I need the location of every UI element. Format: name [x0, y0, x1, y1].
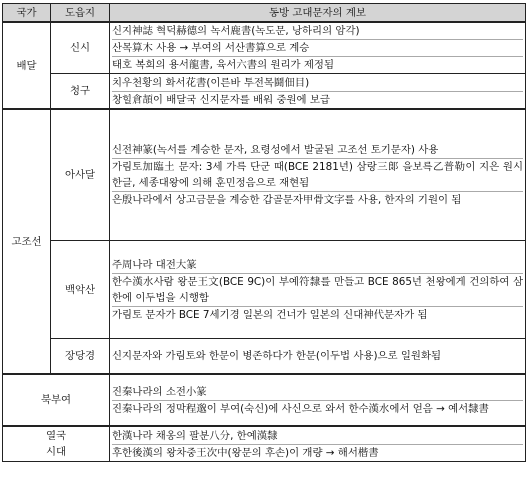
capital-cell: 장당경	[51, 339, 110, 375]
lineage-line: 한수漢水사람 왕문王文(BCE 9C)이 부예符隸를 만들고 BCE 865년 천왕에게 건의하여 삼한에 이두법을 시행함	[112, 273, 523, 306]
lineage-line: 태호 복희의 용서龍書, 육서六書의 원리가 제정됨	[112, 56, 523, 73]
lineage-cell	[110, 22, 526, 74]
lineage-cell	[110, 339, 526, 375]
country-cell: 고조선	[3, 109, 51, 374]
capital-cell: 백악산	[51, 241, 110, 339]
lineage-line: 주周나라 대전大篆	[112, 258, 197, 271]
lineage-line: 진秦나라의 정막程邈이 부여(숙신)에 사신으로 와서 한수漢水에서 얻음 → 예서隸書	[112, 400, 523, 417]
table-row	[3, 426, 526, 462]
capital-cell: 아사달	[51, 109, 110, 241]
lineage-line: 가림토 문자가 BCE 7세기경 일본의 건너가 일본의 신대神代문자가 됨	[112, 306, 523, 323]
table-row	[3, 74, 526, 110]
lineage-line: 치우천황의 화서花書(이른바 투전목鬪佃目)	[112, 76, 310, 89]
header-capital: 도읍지	[51, 4, 110, 23]
lineage-line: 진秦나라의 소전小篆	[112, 385, 207, 398]
table-row	[3, 22, 526, 74]
lineage-line: 한漢나라 채옹의 팔분八分, 한예漢隸	[112, 429, 278, 442]
table-row	[3, 339, 526, 375]
capital-cell: 신시	[51, 22, 110, 74]
country-cell	[3, 426, 110, 462]
header-row	[3, 4, 526, 23]
lineage-line: 가림토加臨土 문자: 3세 가륵 단군 때(BCE 2181년) 삼랑三郞 을보륵乙普勒이 지은 원시한글, 세종대왕에 의해 훈민정음으로 재현됨	[112, 158, 523, 191]
country-name-line: 열국	[45, 430, 67, 442]
lineage-cell	[110, 426, 526, 462]
capital-cell: 청구	[51, 74, 110, 110]
lineage-line: 신전神篆(녹서를 계승한 문자, 요령성에서 발굴된 고조선 토기문자) 사용	[112, 144, 439, 156]
table-row	[3, 241, 526, 339]
lineage-line: 신지神誌 혁덕赫德의 녹서鹿書(녹도문, 낭하리의 암각)	[112, 25, 360, 37]
table-row	[3, 109, 526, 241]
lineage-line: 신지문자와 가림토와 한문이 병존하다가 한문(이두법 사용)으로 일원화됨	[112, 350, 442, 362]
lineage-line: 은殷나라에서 상고금문을 계승한 갑골문자甲骨文字를 사용, 한자의 기원이 됨	[112, 191, 523, 208]
script-lineage-table	[2, 3, 526, 462]
country-name-line: 시대	[45, 446, 67, 458]
table-row	[3, 374, 526, 426]
country-cell: 배달	[3, 22, 51, 109]
header-country: 국가	[3, 4, 51, 23]
lineage-cell	[110, 74, 526, 110]
lineage-line: 후한後漢의 왕차중王次中(왕문의 후손)이 개량 → 해서楷書	[112, 444, 523, 461]
lineage-cell	[110, 109, 526, 241]
lineage-cell	[110, 241, 526, 339]
country-cell: 북부여	[3, 374, 110, 426]
lineage-line: 창힐倉頡이 배달국 신지문자를 배워 중원에 보급	[112, 91, 523, 108]
lineage-line: 산목算木 사용 → 부여의 서산書算으로 계승	[112, 39, 523, 56]
lineage-cell	[110, 374, 526, 426]
header-lineage: 동방 고대문자의 계보	[110, 4, 526, 23]
